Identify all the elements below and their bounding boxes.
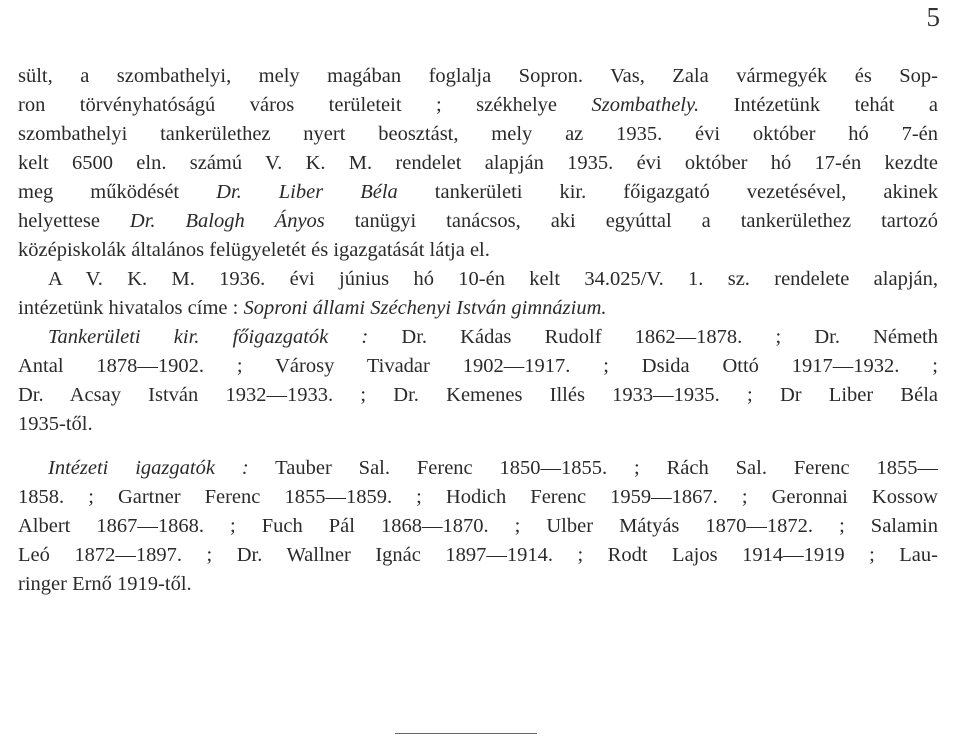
text-line: középiskolák általános felügyeletét és igazgatását látja el. [18,239,490,261]
text-line: Dr. Acsay István 1932—1933. ; Dr. Kemenes Illés 1933—1935. ; Dr Liber Béla [18,384,938,406]
text-line: meg működését Dr. Liber Béla tankerületi kir. főigazgató vezetésével, akinek [18,181,939,203]
text-line: Tankerületi kir. főigazgatók : Dr. Kádas Rudolf 1862—1878. ; Dr. Németh [48,326,939,348]
text-line: helyettese Dr. Balogh Ányos tanügyi tanácsos, aki egyúttal a tankerülethez tartozó [18,210,938,232]
text-line: Leó 1872—1897. ; Dr. Wallner Ignác 1897—1914. ; Rodt Lajos 1914—1919 ; Lau- [18,544,938,566]
bottom-rule [395,733,537,734]
body-text [18,62,938,599]
text-line: Intézeti igazgatók : Tauber Sal. Ferenc 1850—1855. ; Rách Sal. Ferenc 1855— [48,457,938,479]
text-line: szombathelyi tankerülethez nyert beosztást, mely az 1935. évi október hó 7-én [18,123,938,145]
text-line: ringer Ernő 1919-től. [18,573,192,595]
text-line: ron törvényhatóságú város területeit ; székhelye Szombathely. Intézetünk tehát a [18,94,939,116]
page-number: 5 [926,2,940,32]
text-line: kelt 6500 eln. számú V. K. M. rendelet alapján 1935. évi október hó 17-én kezdte [18,152,938,174]
text-line: sült, a szombathelyi, mely magában foglalja Sopron. Vas, Zala vármegyék és Sop- [18,65,938,87]
text-line: 1858. ; Gartner Ferenc 1855—1859. ; Hodich Ferenc 1959—1867. ; Geronnai Kossow [18,486,938,508]
text-line: Albert 1867—1868. ; Fuch Pál 1868—1870. ; Ulber Mátyás 1870—1872. ; Salamin [18,515,938,537]
text-line: 1935-től. [18,413,93,435]
text-line: Antal 1878—1902. ; Városy Tivadar 1902—1917. ; Dsida Ottó 1917—1932. ; [18,355,938,377]
text-line: intézetünk hivatalos címe : Soproni állami Széchenyi István gimnázium. [18,297,607,319]
text-line: A V. K. M. 1936. évi június hó 10-én kelt 34.025/V. 1. sz. rendelete alapján, [48,268,938,290]
